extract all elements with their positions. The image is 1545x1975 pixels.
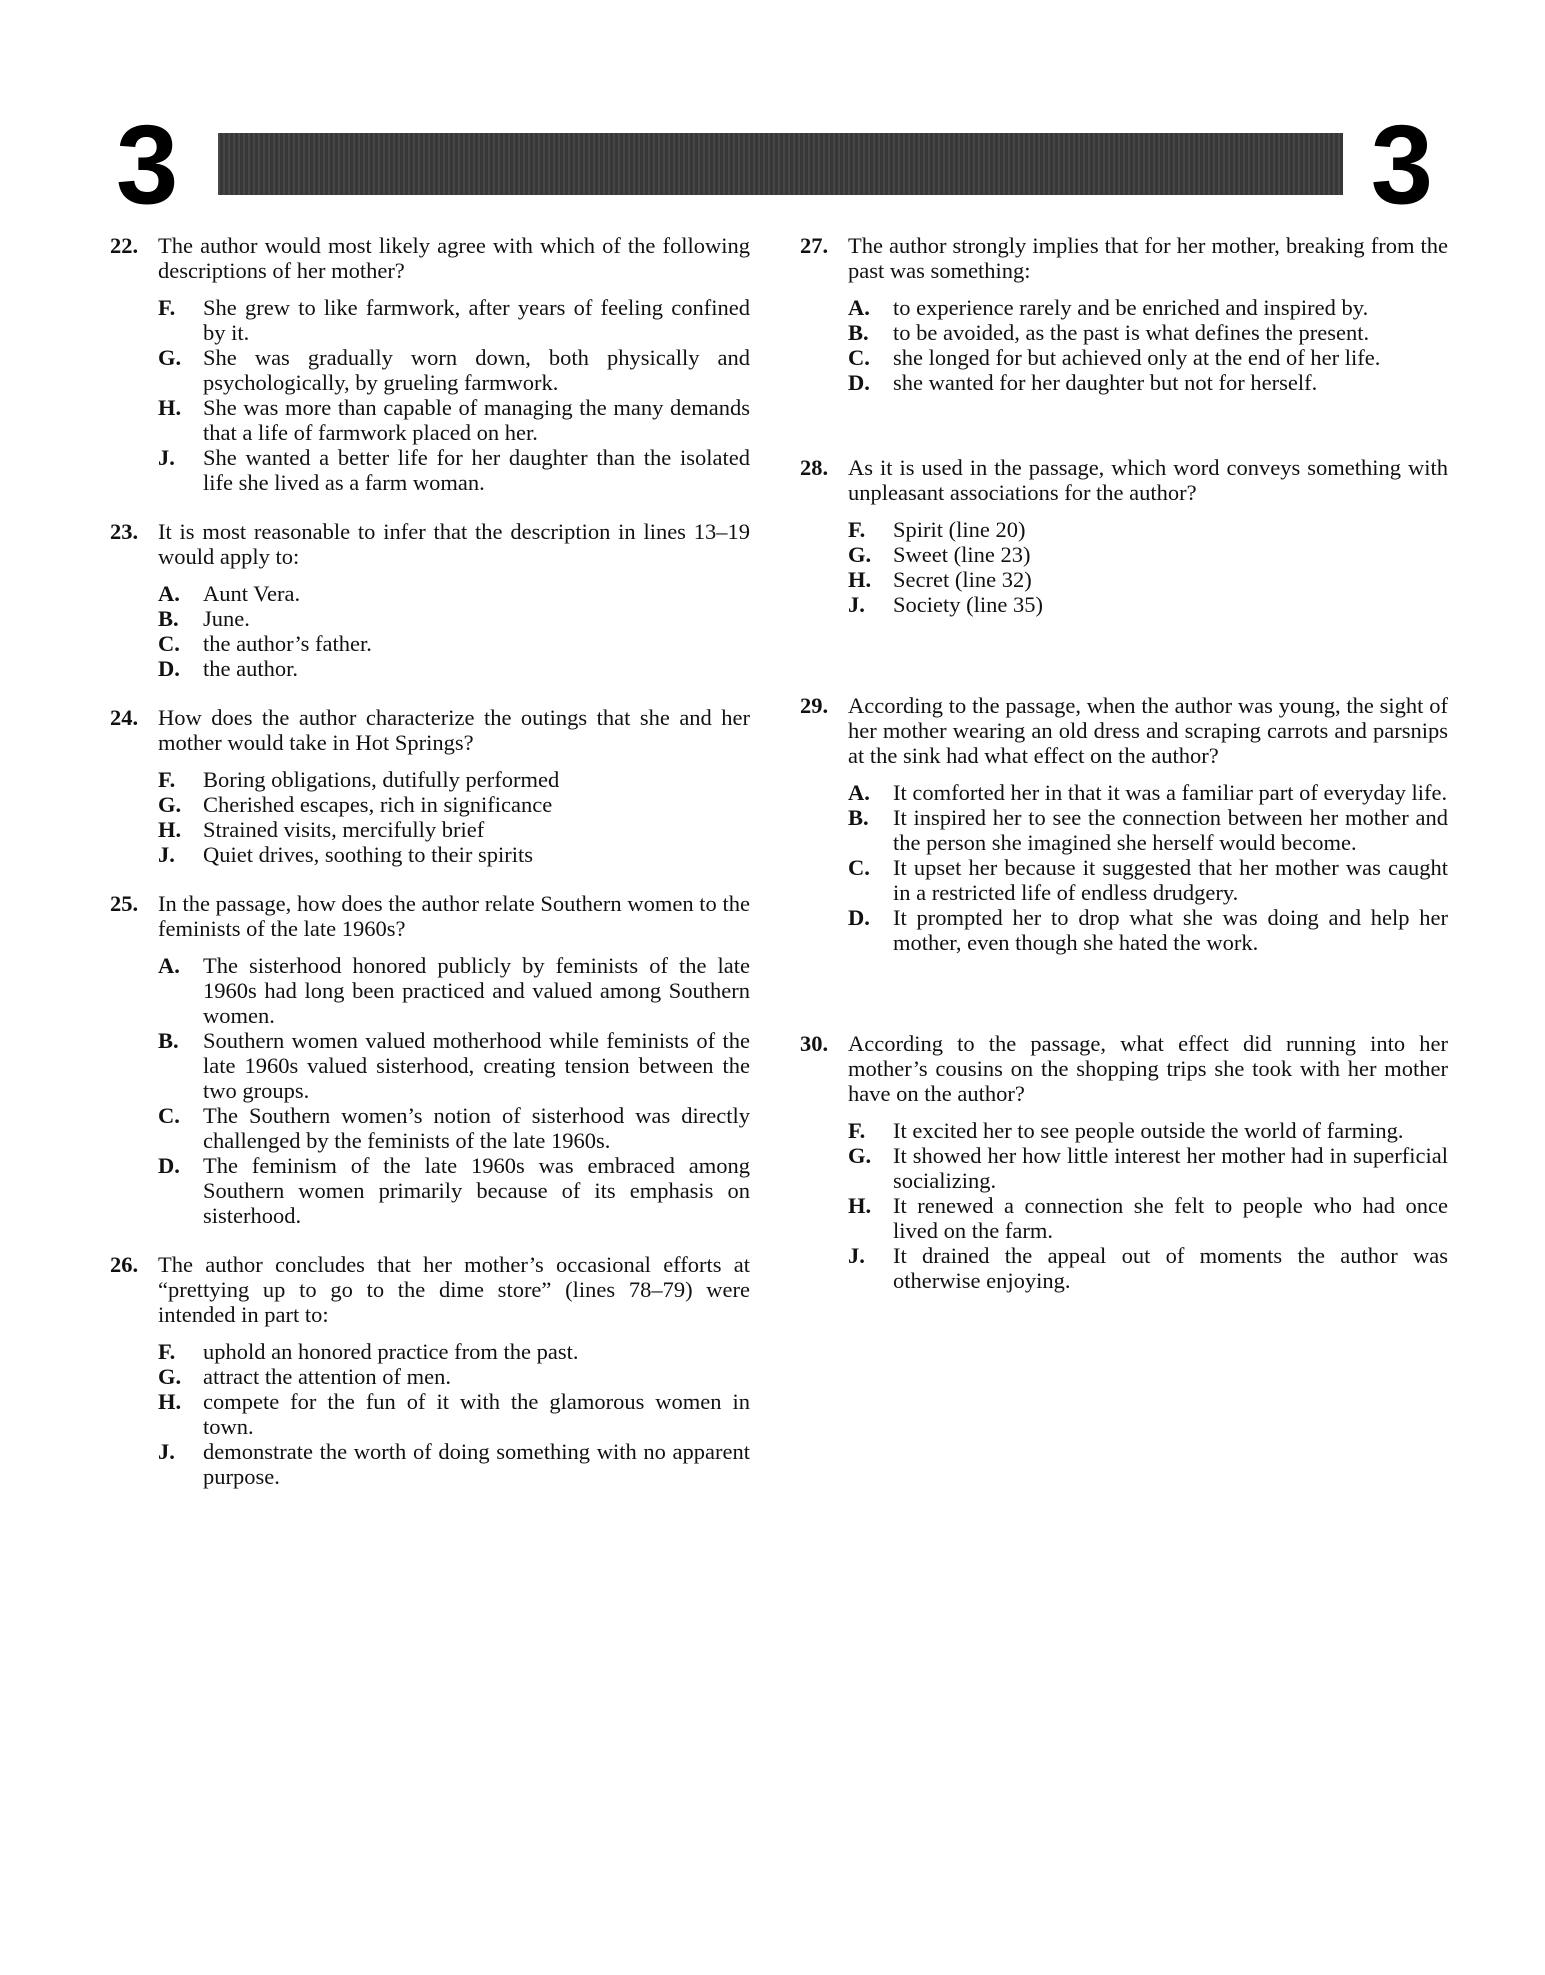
answer-option bbox=[848, 855, 1448, 905]
section-header-bar bbox=[218, 133, 1343, 195]
option-letter: J. bbox=[848, 592, 865, 617]
option-text: Sweet (line 23) bbox=[893, 542, 1031, 567]
question-number: 25. bbox=[110, 891, 139, 916]
question-stem: According to the passage, what effect did running into her mother’s cousins on the shopping trips she took with her mother have on the author? bbox=[848, 1031, 1448, 1106]
option-letter: A. bbox=[158, 581, 180, 606]
question-number: 28. bbox=[800, 455, 829, 480]
answer-option bbox=[848, 905, 1448, 955]
answer-option bbox=[158, 581, 750, 606]
option-text: It comforted her in that it was a familiar part of everyday life. bbox=[893, 780, 1448, 805]
option-text: the author. bbox=[203, 656, 298, 681]
option-text: the author’s father. bbox=[203, 631, 372, 656]
answer-option bbox=[158, 1389, 750, 1439]
option-letter: G. bbox=[158, 345, 182, 370]
option-text: It showed her how little interest her mother had in superficial socializing. bbox=[893, 1143, 1448, 1193]
option-letter: C. bbox=[158, 631, 180, 656]
question-stem: How does the author characterize the outings that she and her mother would take in Hot Springs? bbox=[158, 705, 750, 755]
option-letter: B. bbox=[848, 805, 869, 830]
option-letter: B. bbox=[158, 1028, 179, 1053]
answer-option bbox=[848, 1143, 1448, 1193]
answer-option bbox=[848, 345, 1448, 370]
answer-option bbox=[158, 1439, 750, 1489]
question-28 bbox=[800, 455, 1448, 617]
answer-option bbox=[158, 606, 750, 631]
option-text: Spirit (line 20) bbox=[893, 517, 1026, 542]
question-number: 26. bbox=[110, 1252, 139, 1277]
question-number: 23. bbox=[110, 519, 139, 544]
section-number-right: 3 bbox=[1370, 102, 1433, 227]
answer-option bbox=[158, 792, 750, 817]
option-letter: H. bbox=[158, 395, 182, 420]
option-text: to experience rarely and be enriched and inspired by. bbox=[893, 295, 1369, 320]
option-letter: D. bbox=[848, 905, 870, 930]
option-letter: C. bbox=[848, 345, 870, 370]
option-letter: D. bbox=[158, 656, 180, 681]
answer-option bbox=[158, 953, 750, 1028]
option-letter: F. bbox=[848, 1118, 866, 1143]
option-letter: B. bbox=[158, 606, 179, 631]
option-letter: F. bbox=[158, 1339, 176, 1364]
option-letter: G. bbox=[158, 792, 182, 817]
answer-options bbox=[158, 1339, 750, 1489]
answer-options bbox=[158, 767, 750, 867]
option-text: It upset her because it suggested that her mother was caught in a restricted life of endless drudgery. bbox=[893, 855, 1448, 905]
answer-options bbox=[158, 581, 750, 681]
question-number: 22. bbox=[110, 233, 139, 258]
answer-option bbox=[158, 1028, 750, 1103]
option-letter: G. bbox=[158, 1364, 182, 1389]
answer-option bbox=[848, 780, 1448, 805]
option-letter: G. bbox=[848, 542, 872, 567]
answer-option bbox=[848, 320, 1448, 345]
option-text: The sisterhood honored publicly by feminists of the late 1960s had long been practiced and valued among Southern women. bbox=[203, 953, 750, 1028]
answer-option bbox=[848, 295, 1448, 320]
option-text: uphold an honored practice from the past. bbox=[203, 1339, 579, 1364]
answer-option bbox=[848, 567, 1448, 592]
option-letter: A. bbox=[158, 953, 180, 978]
answer-option bbox=[158, 345, 750, 395]
option-text: Southern women valued motherhood while feminists of the late 1960s valued sisterhood, creating tension between the two groups. bbox=[203, 1028, 750, 1103]
question-stem: The author would most likely agree with which of the following descriptions of her mother? bbox=[158, 233, 750, 283]
option-text: demonstrate the worth of doing something with no apparent purpose. bbox=[203, 1439, 750, 1489]
question-stem: In the passage, how does the author relate Southern women to the feminists of the late 1960s? bbox=[158, 891, 750, 941]
answer-option bbox=[158, 1339, 750, 1364]
option-text: She was gradually worn down, both physically and psychologically, by grueling farmwork. bbox=[203, 345, 750, 395]
question-number: 30. bbox=[800, 1031, 829, 1056]
option-text: Secret (line 32) bbox=[893, 567, 1032, 592]
option-letter: A. bbox=[848, 295, 870, 320]
answer-option bbox=[158, 1103, 750, 1153]
option-text: compete for the fun of it with the glamorous women in town. bbox=[203, 1389, 750, 1439]
option-text: It renewed a connection she felt to people who had once lived on the farm. bbox=[893, 1193, 1448, 1243]
option-text: Cherished escapes, rich in significance bbox=[203, 792, 553, 817]
answer-option bbox=[848, 805, 1448, 855]
answer-options bbox=[848, 517, 1448, 617]
question-stem: The author concludes that her mother’s occasional efforts at “prettying up to go to the dime store” (lines 78–79) were intended in part to: bbox=[158, 1252, 750, 1327]
option-letter: C. bbox=[158, 1103, 180, 1128]
section-number-left: 3 bbox=[116, 102, 179, 227]
option-text: It inspired her to see the connection between her mother and the person she imagined she herself would become. bbox=[893, 805, 1448, 855]
answer-option bbox=[158, 1364, 750, 1389]
option-text: Quiet drives, soothing to their spirits bbox=[203, 842, 533, 867]
answer-options bbox=[848, 1118, 1448, 1293]
answer-option bbox=[158, 767, 750, 792]
answer-options bbox=[158, 953, 750, 1228]
answer-option bbox=[158, 445, 750, 495]
option-text: It prompted her to drop what she was doing and help her mother, even though she hated the work. bbox=[893, 905, 1448, 955]
option-text: attract the attention of men. bbox=[203, 1364, 452, 1389]
option-text: It excited her to see people outside the world of farming. bbox=[893, 1118, 1404, 1143]
right-question-column bbox=[800, 233, 1448, 1317]
option-text: to be avoided, as the past is what defines the present. bbox=[893, 320, 1370, 345]
question-26 bbox=[110, 1252, 750, 1489]
option-letter: J. bbox=[158, 1439, 175, 1464]
question-27 bbox=[800, 233, 1448, 395]
answer-option bbox=[158, 1153, 750, 1228]
option-text: Society (line 35) bbox=[893, 592, 1043, 617]
answer-option bbox=[848, 1193, 1448, 1243]
answer-option bbox=[158, 395, 750, 445]
option-letter: J. bbox=[848, 1243, 865, 1268]
option-text: She was more than capable of managing the many demands that a life of farmwork placed on her. bbox=[203, 395, 750, 445]
option-letter: F. bbox=[848, 517, 866, 542]
option-text: June. bbox=[203, 606, 250, 631]
option-text: Aunt Vera. bbox=[203, 581, 301, 606]
option-text: It drained the appeal out of moments the author was otherwise enjoying. bbox=[893, 1243, 1448, 1293]
option-text: Boring obligations, dutifully performed bbox=[203, 767, 560, 792]
answer-option bbox=[848, 370, 1448, 395]
answer-option bbox=[158, 656, 750, 681]
option-text: The feminism of the late 1960s was embraced among Southern women primarily because of its emphasis on sisterhood. bbox=[203, 1153, 750, 1228]
answer-option bbox=[848, 517, 1448, 542]
question-30 bbox=[800, 1031, 1448, 1293]
option-letter: H. bbox=[158, 817, 182, 842]
answer-options bbox=[848, 780, 1448, 955]
question-stem: According to the passage, when the author was young, the sight of her mother wearing an old dress and scraping carrots and parsnips at the sink had what effect on the author? bbox=[848, 693, 1448, 768]
option-letter: J. bbox=[158, 842, 175, 867]
question-23 bbox=[110, 519, 750, 681]
option-text: she wanted for her daughter but not for herself. bbox=[893, 370, 1318, 395]
option-letter: D. bbox=[158, 1153, 180, 1178]
question-number: 29. bbox=[800, 693, 829, 718]
option-text: The Southern women’s notion of sisterhood was directly challenged by the feminists of the late 1960s. bbox=[203, 1103, 750, 1153]
answer-option bbox=[158, 817, 750, 842]
option-text: she longed for but achieved only at the end of her life. bbox=[893, 345, 1381, 370]
answer-option bbox=[848, 1118, 1448, 1143]
question-number: 24. bbox=[110, 705, 139, 730]
option-letter: D. bbox=[848, 370, 870, 395]
question-number: 27. bbox=[800, 233, 829, 258]
option-letter: H. bbox=[158, 1389, 182, 1414]
option-letter: F. bbox=[158, 767, 176, 792]
option-letter: J. bbox=[158, 445, 175, 470]
answer-options bbox=[848, 295, 1448, 395]
option-text: Strained visits, mercifully brief bbox=[203, 817, 485, 842]
question-24 bbox=[110, 705, 750, 867]
question-22 bbox=[110, 233, 750, 495]
answer-option bbox=[848, 542, 1448, 567]
option-letter: C. bbox=[848, 855, 870, 880]
question-stem: As it is used in the passage, which word conveys something with unpleasant associations for the author? bbox=[848, 455, 1448, 505]
answer-option bbox=[158, 295, 750, 345]
answer-option bbox=[848, 592, 1448, 617]
option-letter: H. bbox=[848, 567, 872, 592]
option-text: She grew to like farmwork, after years of feeling confined by it. bbox=[203, 295, 750, 345]
question-29 bbox=[800, 693, 1448, 955]
option-letter: H. bbox=[848, 1193, 872, 1218]
left-question-column bbox=[110, 233, 750, 1513]
question-stem: The author strongly implies that for her mother, breaking from the past was something: bbox=[848, 233, 1448, 283]
answer-option bbox=[158, 842, 750, 867]
option-text: She wanted a better life for her daughter than the isolated life she lived as a farm woman. bbox=[203, 445, 750, 495]
answer-option bbox=[158, 631, 750, 656]
option-letter: F. bbox=[158, 295, 176, 320]
option-letter: B. bbox=[848, 320, 869, 345]
option-letter: A. bbox=[848, 780, 870, 805]
option-letter: G. bbox=[848, 1143, 872, 1168]
answer-options bbox=[158, 295, 750, 495]
question-25 bbox=[110, 891, 750, 1228]
question-stem: It is most reasonable to infer that the description in lines 13–19 would apply to: bbox=[158, 519, 750, 569]
answer-option bbox=[848, 1243, 1448, 1293]
